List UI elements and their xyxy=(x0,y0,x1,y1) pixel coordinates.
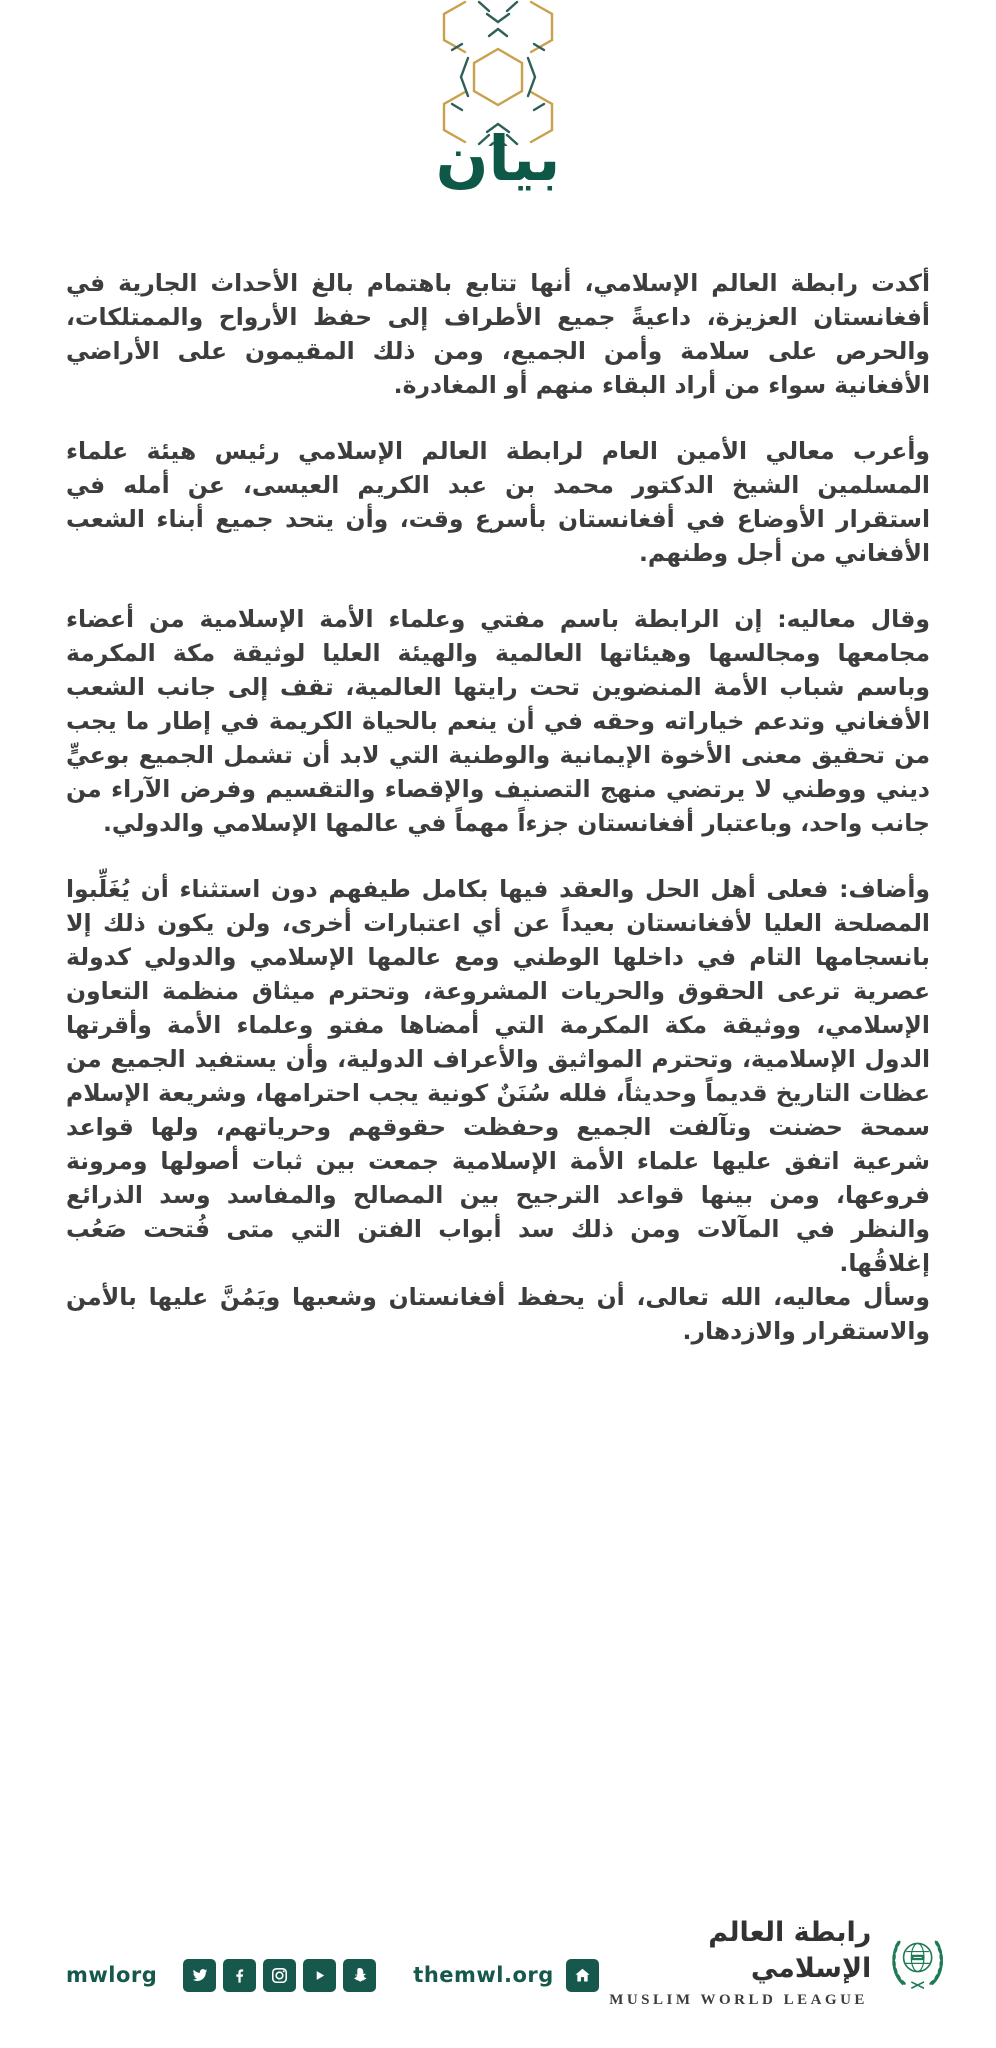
home-icon[interactable] xyxy=(566,1959,599,1992)
statement-paragraph-1: أكدت رابطة العالم الإسلامي، أنها تتابع باهتمام بالغ الأحداث الجارية في أفغانستان العزيزة، داعيةً جميع الأطراف إلى حفظ الأرواح والممتلكات، والحرص على سلامة وأمن الجميع، ومن ذلك المقيمون على الأراضي الأفغانية سواء من أراد البقاء منهم أو المغادرة. xyxy=(66,269,930,399)
social-handle-label: mwlorg xyxy=(66,1963,158,1987)
logo-arabic-name: رابطة العالم الإسلامي xyxy=(708,1917,872,1984)
statement-paragraph-4: وأضاف: فعلى أهل الحل والعقد فيها بكامل طيفهم دون استثناء أن يُغَلِّبوا المصلحة العليا لأفغانستان بعيداً عن أي اعتبارات أخرى، ولن يكون ذلك إلا بانسجامها التام في داخلها الوطني ومع عالمها الإسلامي والدولي كدولة عصرية ترعى الحقوق والحريات المشروعة، وتحترم ميثاق منظمة التعاون الإسلامي، ووثيقة مكة المكرمة التي أمضاها مفتو وعلماء الأمة وأقرتها الدول الإسلامية، وتحترم المواثيق والأعراف الدولية، وأن يستفيد الجميع من عظات التاريخ قديماً وحديثاً، فلله سُنَنٌ كونية يجب احترامها، وشريعة الإسلام سمحة حضنت وتآلفت الجميع وحفظت حقوقهم وحرياتهم، ولها قواعد شرعية اتفق عليها علماء الأمة الإسلامية جمعت بين ثبات أصولها ومرونة فروعها، ومن بينها قواعد الترجيح بين المصالح والمفاسد وسد الذرائع والنظر في المآلات ومن ذلك سد أبواب الفتن التي متى فُتحت صَعُب إغلاقُها. xyxy=(66,875,930,1277)
mwl-logo xyxy=(606,1915,951,2008)
footer xyxy=(66,1912,936,2012)
youtube-icon[interactable] xyxy=(303,1959,336,1992)
mwl-logo-text xyxy=(606,1915,872,2008)
instagram-icon[interactable] xyxy=(263,1959,296,1992)
snapchat-icon[interactable] xyxy=(343,1959,376,1992)
twitter-icon[interactable] xyxy=(183,1959,216,1992)
statement-paragraph-2: وأعرب معالي الأمين العام لرابطة العالم الإسلامي رئيس هيئة علماء المسلمين الشيخ الدكتور محمد بن عبد الكريم العيسى، عن أمله في استقرار الأوضاع في أفغانستان بأسرع وقت، وأن يتحد جميع أبناء الشعب الأفغاني من أجل وطنهم. xyxy=(66,437,930,567)
statement-paragraph-5: وسأل معاليه، الله تعالى، أن يحفظ أفغانستان وشعبها ويَمُنَّ عليها بالأمن والاستقرار والازدهار. xyxy=(66,1283,930,1345)
logo-english-name: MUSLIM WORLD LEAGUE xyxy=(609,1991,868,2008)
website-label: themwl.org xyxy=(413,1963,554,1987)
page-title: بيان xyxy=(435,122,561,195)
facebook-icon[interactable] xyxy=(223,1959,256,1992)
social-links-row xyxy=(66,1959,606,1992)
statement-body xyxy=(66,266,930,1348)
statement-paragraph-3: وقال معاليه: إن الرابطة باسم مفتي وعلماء الأمة الإسلامية من أعضاء مجامعها ومجالسها وهيئاتها العالمية والهيئة العليا لوثيقة مكة المكرمة وباسم شباب الأمة المنضوين تحت رايتها العالمية، تقف إلى جانب الشعب الأفغاني وتدعم خياراته وحقه في أن ينعم بالحياة الكريمة في إطار ما يجب من تحقيق معنى الأخوة الإيمانية والوطنية التي لابد أن تشمل الجميع بوعيٍّ ديني ووطني لا يرتضي منهج التصنيف والإقصاء والتقسيم وفرض الآراء من جانب واحد، وباعتبار أفغانستان جزءاً مهماً في عالمها الإسلامي والدولي. xyxy=(66,605,930,837)
mwl-emblem-icon xyxy=(885,1926,950,1998)
